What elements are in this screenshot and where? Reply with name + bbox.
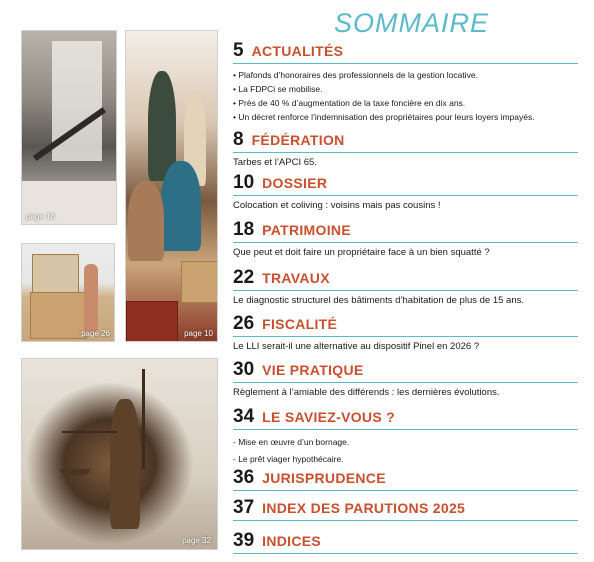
section-description: Règlement à l’amiable des différends : les dernières évolutions.: [233, 387, 500, 398]
section-item-list: [233, 68, 578, 124]
section-title: ACTUALITÉS: [251, 43, 344, 59]
photo-students: [125, 30, 218, 342]
section-item-list: [233, 434, 578, 468]
person-figure: [128, 181, 164, 261]
section-description: Le diagnostic structurel des bâtiments d’habitation de plus de 15 ans.: [233, 295, 524, 306]
list-item: - Le prêt viager hypothécaire.: [233, 451, 578, 468]
scale-beam: [62, 431, 117, 433]
list-item: • La FDPCi se mobilise.: [233, 82, 578, 96]
section-divider: [233, 553, 578, 554]
section-indices: [233, 530, 578, 554]
scale-pan: [60, 469, 90, 475]
person-figure: [161, 161, 201, 251]
section-page-number: 36: [233, 467, 255, 488]
section-page-number: 34: [233, 406, 255, 427]
photo-caption: page 10: [184, 329, 213, 338]
section-title: FÉDÉRATION: [251, 132, 345, 148]
section-travaux: [233, 267, 578, 306]
cardboard-box: [30, 292, 87, 339]
section-divider: [233, 382, 578, 383]
section-dossier: [233, 172, 578, 211]
photo-boxes: [21, 243, 115, 342]
section-jurisprudence: [233, 467, 578, 491]
section-divider: [233, 429, 578, 430]
list-item: • Près de 40 % d’augmentation de la taxe foncière en dix ans.: [233, 96, 578, 110]
cardboard-box: [32, 254, 79, 296]
sword: [142, 369, 145, 469]
section-divider: [233, 242, 578, 243]
section-divider: [233, 520, 578, 521]
section-title: LE SAVIEZ-VOUS ?: [262, 409, 396, 425]
section-divider: [233, 63, 578, 64]
section-page-number: 5: [233, 40, 244, 61]
section-page-number: 30: [233, 359, 255, 380]
photo-caption: page 32: [182, 536, 211, 545]
section-title: INDEX DES PARUTIONS 2025: [262, 500, 466, 516]
section-page-number: 22: [233, 267, 255, 288]
section-description: Tarbes et l’APCI 65.: [233, 157, 317, 168]
section-title: JURISPRUDENCE: [262, 470, 386, 486]
statue-body: [110, 399, 140, 529]
section-title: INDICES: [262, 533, 322, 549]
person-legs: [84, 264, 98, 334]
photo-caption: page 18: [26, 212, 55, 221]
photo-stairs: [21, 30, 117, 225]
section-divider: [233, 152, 578, 153]
section-actualites: [233, 40, 578, 124]
couch: [126, 301, 178, 342]
section-description: Le LLI serait-il une alternative au dispositif Pinel en 2026 ?: [233, 341, 480, 352]
section-description: Que peut et doit faire un propriétaire face à un bien squatté ?: [233, 247, 490, 258]
section-title: DOSSIER: [262, 175, 328, 191]
section-divider: [233, 195, 578, 196]
section-fiscalite: [233, 313, 578, 352]
page-title: SOMMAIRE: [334, 8, 490, 38]
section-federation: [233, 129, 578, 168]
photo-justice-statue: [21, 358, 218, 550]
section-description: Colocation et coliving : voisins mais pas cousins !: [233, 200, 441, 211]
section-divider: [233, 290, 578, 291]
section-title: TRAVAUX: [262, 270, 330, 286]
section-patrimoine: [233, 219, 578, 258]
photo-caption: page 26: [81, 329, 110, 338]
cardboard-box: [181, 261, 218, 303]
section-page-number: 39: [233, 530, 255, 551]
section-page-number: 18: [233, 219, 255, 240]
section-title: VIE PRATIQUE: [262, 362, 364, 378]
section-index-parutions: [233, 497, 578, 521]
section-page-number: 37: [233, 497, 255, 518]
section-page-number: 26: [233, 313, 255, 334]
section-page-number: 10: [233, 172, 255, 193]
section-title: FISCALITÉ: [262, 316, 338, 332]
list-item: - Mise en œuvre d’un bornage.: [233, 434, 578, 451]
list-item: • Un décret renforce l’indemnisation des propriétaires pour leurs loyers impayés.: [233, 110, 578, 124]
section-page-number: 8: [233, 129, 244, 150]
section-title: PATRIMOINE: [262, 222, 351, 238]
section-divider: [233, 490, 578, 491]
section-vie-pratique: [233, 359, 578, 398]
list-item: • Plafonds d’honoraires des professionnels de la gestion locative.: [233, 68, 578, 82]
section-divider: [233, 336, 578, 337]
section-le-saviez-vous: [233, 406, 578, 468]
